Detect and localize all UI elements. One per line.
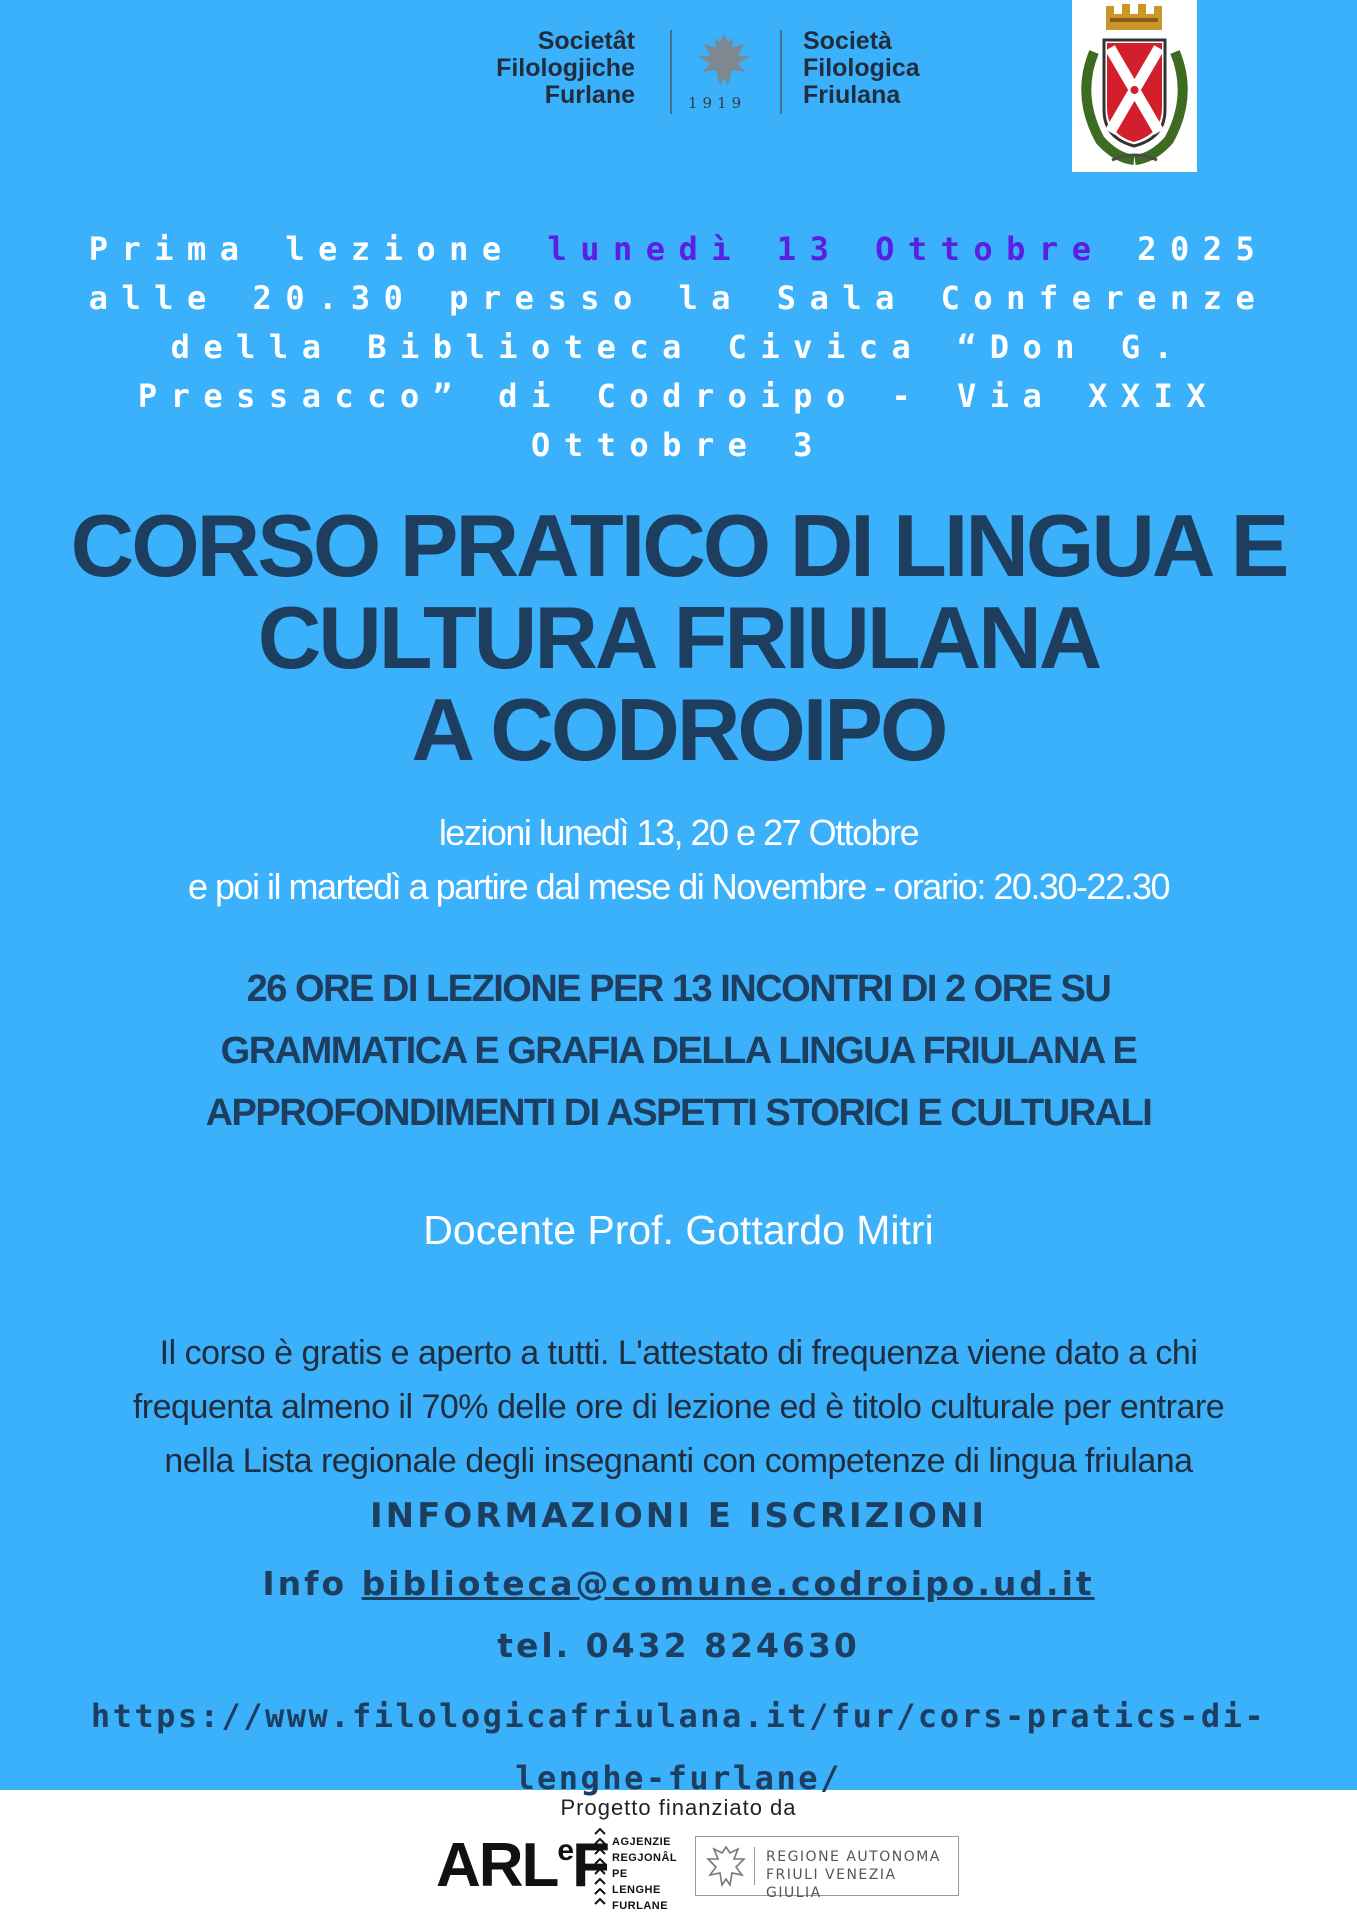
region-logo-divider [754, 1847, 755, 1885]
info-email-row [20, 1560, 1337, 1608]
region-line: REGIONE AUTONOMA [766, 1849, 941, 1865]
region-name [766, 1848, 958, 1902]
title-line: CULTURA FRIULANA [257, 588, 1100, 687]
schedule-line: e poi il martedì a partire dal mese di Novembre - orario: 20.30-22.30 [187, 866, 1170, 907]
intro-date-highlight: lunedì 13 Ottobre [547, 230, 1105, 268]
arlef-full-name [612, 1834, 677, 1914]
arlef-wordmark [436, 1830, 608, 1901]
website-url [40, 1685, 1317, 1809]
title-line: CORSO PRATICO DI LINGUA E [70, 496, 1287, 595]
arlef-word-part: ARL [436, 1831, 558, 1900]
region-line: FRIULI VENEZIA GIULIA [766, 1867, 897, 1901]
sff-logo-italian-name [803, 28, 920, 109]
funded-by-label: Progetto finanziato da [560, 1795, 797, 1820]
website-link[interactable]: https://www.filologicafriulana.it/fur/cors-pratics-di-lenghe-furlane/ [90, 1697, 1267, 1797]
teacher: Docente Prof. Gottardo Mitri [423, 1207, 934, 1253]
sff-year: 1919 [688, 94, 747, 112]
arlef-line: FURLANE [612, 1900, 669, 1912]
info-heading: INFORMAZIONI E ISCRIZIONI [369, 1496, 987, 1536]
hours-line: GRAMMATICA E GRAFIA DELLA LINGUA FRIULANA E [220, 1030, 1137, 1072]
lesson-schedule [40, 806, 1317, 914]
chevrons-icon [594, 1826, 606, 1912]
info-email-label: Info [262, 1564, 362, 1603]
sff-left-line: Furlane [544, 81, 635, 109]
eagle-icon [692, 28, 756, 92]
free-course-line: Il corso è gratis e aperto a tutti. L'attestato di frequenza viene dato a chi [159, 1334, 1198, 1372]
intro-text: Prima lezione [88, 230, 548, 268]
intro-text-venue: 2025 alle 20.30 presso la Sala Conferenze della Biblioteca Civica “Don G. Pressacco” di Codroipo - Via XXIX Ottobre 3 [88, 230, 1269, 464]
sff-right-line: Filologica [803, 54, 920, 82]
arlef-word-end: F [572, 1831, 608, 1900]
sff-right-line: Friulana [803, 81, 901, 109]
sff-divider [780, 30, 782, 114]
hours-line: APPROFONDIMENTI DI ASPETTI STORICI E CULTURALI [205, 1092, 1152, 1134]
arlef-word-sup: e [557, 1834, 573, 1867]
sff-divider [670, 30, 672, 114]
course-hours-description [60, 958, 1297, 1144]
coat-of-arms-icon [1072, 0, 1197, 172]
codroipo-coat-of-arms [1072, 0, 1197, 172]
course-title [20, 496, 1337, 779]
title-line: A CODROIPO [411, 680, 946, 779]
arlef-line: PE LENGHE [612, 1868, 661, 1896]
info-telephone: tel. 0432 824630 [497, 1626, 860, 1665]
sff-left-line: Filologjiche [496, 54, 635, 82]
sff-left-line: Societât [537, 27, 635, 55]
arlef-line: AGJENZIE [612, 1836, 672, 1848]
arlef-logo [436, 1822, 676, 1912]
sff-right-line: Società [803, 27, 892, 55]
sff-logo [470, 26, 930, 118]
eagle-icon [704, 1843, 748, 1889]
region-fvg-logo [695, 1836, 959, 1901]
free-course-line: frequenta almeno il 70% delle ore di lezione ed è titolo culturale per entrare [132, 1388, 1225, 1426]
free-course-text [40, 1326, 1317, 1488]
schedule-line: lezioni lunedì 13, 20 e 27 Ottobre [438, 812, 919, 853]
sff-logo-friulian-name [496, 28, 635, 109]
free-course-line: nella Lista regionale degli insegnanti con competenze di lingua friulana [164, 1442, 1193, 1480]
hours-line: 26 ORE DI LEZIONE PER 13 INCONTRI DI 2 ORE SU [246, 968, 1111, 1010]
arlef-line: REGJONÂL [612, 1852, 678, 1864]
email-link[interactable]: biblioteca@comune.codroipo.ud.it [361, 1564, 1095, 1603]
first-lesson-info [40, 225, 1317, 470]
